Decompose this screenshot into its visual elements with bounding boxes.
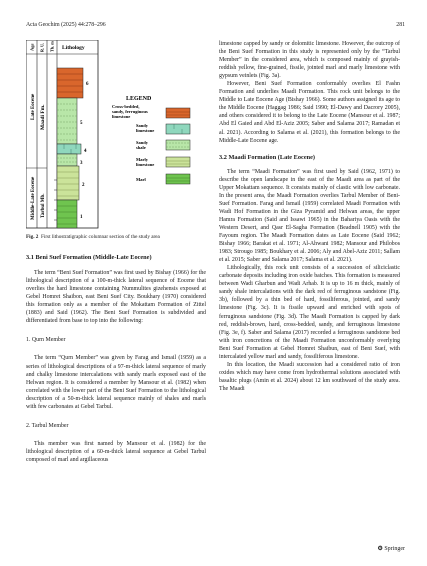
running-header [26,22,405,32]
bed-number-5: 5 [80,121,83,126]
qurn-member-paragraph: The term “Qurn Member” was given by Farag and Ismail (1959) as a series of lithological descriptions of a 97-m-thick lateral sequence of marly and chalky limestone intercalations with sandy marls exposed east of the Helwan region. It is considered a member by Mansour et al. (1982) when correlated with the lower part of the Beni Suef Formation to the lithological description of a 50-m-thick lateral sequence mainly of shales and marls with few carbonates at Gebel Tarbul. [26,355,206,410]
legend-title: LEGEND [126,96,152,102]
caption-text: First lithostratigraphic columnar section of the study area [41,234,160,240]
header-lithology: Lithology [62,45,85,51]
qurn-member-heading: 1. Qurn Member [26,337,66,344]
legend-item-sandy-limestone [136,123,190,134]
publisher-footer [377,545,405,552]
page-number: 281 [396,22,405,28]
svg-text:Cross-bedded,: Cross-bedded, [112,104,140,109]
left-column [26,40,206,464]
right-column [219,40,400,393]
publisher-name: Springer [384,546,405,552]
maadi-definition-paragraph: The term “Maadi Formation” was first used by Said (1962, 1971) to describe the open landscape in the east of the Maadi area as part of the Upper Mokattam sequence. It consists mainly of clastic with low carbonate. In the present area, the Maadi Formation overlies Tarbul Member of Beni-Suef Formation. Farag and Ismail (1959) correlated Maadi Formation with Wadi Hof Formation in the Giza Pyramid and Helwan areas, the upper Hamra Formation (Said and Issawi 1965) in the Bahariya Oasis with the Western Desert, and Qasr El-Sagha Formation (Beadnell 1905) with the Fayoum region. The Maadi Formation dates as Late Eocene (Said 1962; Bishay 1966; Barakat et al. 1971; Al-Ahwani 1982; Mansour and Philobos 1983; Strougo 1985; Boukhary et al. 2006; Aly and Abel-Aziz 2011; Sallam et al. 2015; Saber and Salama 2017; Salama et al. 2021). [219,168,400,264]
bed-2-marly-limestone [57,166,79,200]
unit-maadi: Maadi Fm. [40,104,46,130]
bed-number-6: 6 [86,82,89,87]
maadi-iron-oxide-paragraph: In this location, the Maadi succession had a considered ratio of iron oxides which may have come from hydrothermal solutions associated with basaltic plugs (Amin et al. 2024) about 12 km southward of the study area. The Maadi [219,361,400,392]
bed-5-sandy-shale [57,98,77,144]
bed-3-sandy-shale [57,154,77,166]
beni-suef-paragraph: The term “Beni Suef Formation” was first used by Bishay (1966) for the lithological description of a 100-m-thick lateral sequence of Eocene that overlies the hard limestone containing Nummulites gizehensis exposed at Gebel Homret Shaibon, east Beni Suef City. Boukhary (1970) considered this formation only as a member of the Mokattam Formation of Zittel (1883) and Said (1962). The Beni Suef Formation is subdivided and differentiated from base to top into the following: [26,270,206,325]
tarbul-continuation-paragraph: limestone capped by sandy or dolomitic limestone. However, the outcrop of the Beni Suef Formation in this study is represented only by the “Tarbul Member” in the considered area, which is composed mainly of grayish-reddish yellow, fine-grained, fissile, jointed marl and marly limestone with gypsum veinlets (Fig. 3a). [219,41,400,80]
legend-item-marly-limestone [136,157,190,167]
section-3-1-title: 3.1 Beni Suef Formation (Middle-Late Eocene) [26,254,152,262]
header-thickness: Th. m [49,41,55,52]
tarbul-member-paragraph: This member was first named by Mansour et al. (1982) for the lithological description of a 60-m-thick lateral sequence at Gebel Tarbul composed of marl and argillaceous [26,440,206,463]
svg-text:limestone: limestone [112,114,131,119]
age-late-eocene: Late Eocene [31,93,36,120]
svg-text:Marl: Marl [136,177,146,182]
svg-text:sandy, ferruginous: sandy, ferruginous [112,109,148,114]
bed-1-marl [57,200,77,228]
bed-6-cross-bedded-limestone [57,68,83,98]
bed-number-4: 4 [84,149,87,154]
svg-text:Marly: Marly [136,157,148,162]
legend-item-marl [136,174,190,184]
springer-logo-icon: ⚙ [377,546,383,552]
journal-citation: Acta Geochim (2025) 44:278–296 [26,22,106,28]
header-ru: R. U. [39,42,45,52]
caption-label: Fig. 2 [26,234,39,240]
legend-item-sandy-shale [136,140,190,150]
columnar-section-svg [26,40,206,230]
maadi-lithology-paragraph: Lithologically, this rock unit consists of a succession of siliciclastic carbonate deposits including iron oxide batches. This formation is measured between Wadi Gharbun and Wadi Arhab. It is up to 16 m thick, mainly of sandy shale intercalations with the dark red of ferruginous sandstone (Fig. 3b), followed by a thin bed of hard, fossiliferous, jointed, and sandy limestone (Fig. 3c). It is fissile upward and enriched with spots of ferruginous sandstone (Fig. 3d). The Maadi Formation is capped by dark red, reddish-brown, hard, cross-bedded, sandy, and ferruginous limestone (Fig. 3e, f). Saber and Salama (2017) recorded a ferruginous sandstone bed with iron concretions of the Maadi Formation unconformably overlying Beni Suef Formation at Gebel Homret Shaibun, east of Beni Suef, with intercalated yellow marl and sandy, fossiliferous limestone. [219,265,400,360]
age-middle-late-eocene: Middle-Late Eocene [31,176,36,220]
section-3-2-title: 3.2 Maadi Formation (Late Eocene) [219,153,316,161]
unit-tarbul: Tarbul Mb. [41,193,46,218]
svg-text:limestone: limestone [136,128,155,133]
beni-suef-age-paragraph: However, Beni Suef Formation conformably overlies El Fashn Formation and underlies Maadi Formation. This rock unit belongs to the Middle to Late Eocene Age (Bishay 1966). Some authors assigned its age to the Middle Eocene (Haggag 1986; Said 1990; El-Dawy and Dacrory 2005), and others considered it to belong to the Late Eocene (Mansour et al. 1987; Abd El Gaied and Abd El-Aziz 2005; Saber and Salama 2017; Ramadan et al. 2021). According to Salama et al. (2021), this formation belongs to the Middle-Late Eocene age. [219,81,400,144]
svg-text:limestone: limestone [136,162,155,167]
figure-caption [26,233,206,241]
bed-number-1: 1 [80,215,83,220]
header-age: Age [29,43,35,51]
legend-item-cross-bedded [112,104,190,119]
bed-number-2: 2 [82,183,85,188]
bed-number-3: 3 [80,161,83,166]
thickness-scale [54,180,57,220]
tarbul-member-heading: 2. Tarbul Member [26,422,69,429]
svg-text:Sandy: Sandy [136,123,149,128]
svg-text:Sandy: Sandy [136,140,149,145]
lithostratigraphic-figure [26,40,206,230]
bed-4-sandy-limestone [57,144,81,154]
svg-text:shale: shale [136,145,146,150]
